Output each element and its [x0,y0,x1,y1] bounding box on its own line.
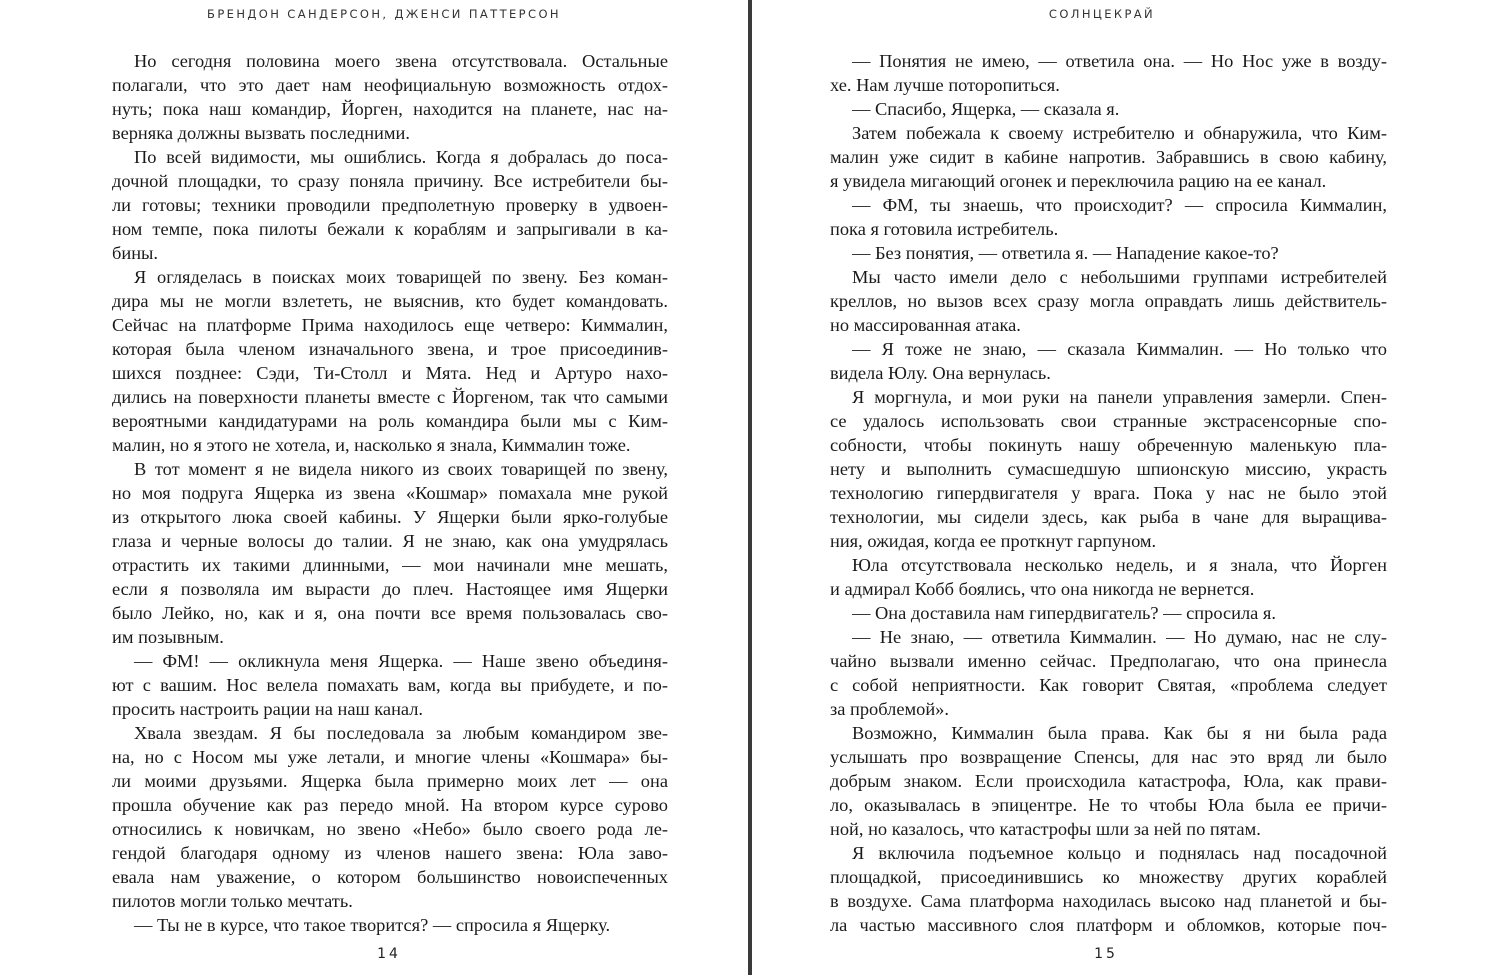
left-page [0,0,748,975]
text-line: бины. [112,243,158,263]
text-line: но моя подруга Ящерка из звена «Кошмар» помахала мне рукой [112,483,668,503]
text-line: Я огляделась в поисках моих товарищей по звену. Без коман- [134,267,668,287]
right-body-text [830,49,1387,937]
text-line: пока я готовила истребитель. [830,219,1059,239]
text-line: ла частью массивного слоя платформ и обломков, которые поч- [830,915,1387,935]
text-line: технологии, мы сидели здесь, как рыба в чане для выращива- [830,507,1387,527]
text-line: из открытого люка своей кабины. У Ящерки были ярко-голубые [112,507,668,527]
text-line: В тот момент я не видела никого из своих товарищей по звену, [134,459,668,479]
left-running-head: БРЕНДОН САНДЕРСОН, ДЖЕНСИ ПАТТЕРСОН [207,7,561,21]
text-line: По всей видимости, мы ошиблись. Когда я добралась до поса- [134,147,668,167]
text-line: се удалось использовать свои странные экстрасенсорные спо- [830,411,1387,431]
text-line: креллов, но вызов всех сразу могла оправдать лишь действитель- [830,291,1387,311]
right-page [752,0,1500,975]
text-line: и адмирал Кобб боялись, что она никогда не вернется. [830,579,1255,599]
text-line: с собой неприятности. Как говорит Святая, «проблема следует [830,675,1387,695]
text-line: — ФМ! — окликнула меня Ящерка. — Наше звено объединя- [134,651,668,671]
text-line: — Спасибо, Ящерка, — сказала я. [852,99,1120,119]
text-line: Юла отсутствовала несколько недель, и я знала, что Йорген [852,555,1387,575]
text-line: нуть; пока наш командир, Йорген, находится на планете, нас на- [112,99,668,119]
text-line: добрым знаком. Если происходила катастрофа, Юла, как прави- [830,771,1387,791]
text-line: ния, ожидая, когда ее проткнут гарпуном. [830,531,1157,551]
text-line: видела Юлу. Она вернулась. [830,363,1051,383]
text-line: прошла обучение как раз передо мной. На втором курсе сурово [112,795,668,815]
text-line: Я моргнула, и мои руки на панели управления замерли. Спен- [852,387,1387,407]
text-line: нету и выполнить сумасшедшую шпионскую миссию, украсть [830,459,1387,479]
text-line: им позывным. [112,627,224,647]
text-line: вероятными кандидатурами на роль командира были мы с Ким- [112,411,668,431]
text-line: — Я тоже не знаю, — сказала Киммалин. — Но только что [852,339,1387,359]
text-line: дира мы не могли взлететь, не выяснив, кто будет командовать. [112,291,668,311]
text-line: пилотов могли только мечтать. [112,891,353,911]
text-line: Затем побежала к своему истребителю и обнаружила, что Ким- [852,123,1387,143]
text-line: ли моими друзьями. Ящерка была примерно моих лет — она [112,771,668,791]
text-line: Мы часто имели дело с небольшими группами истребителей [852,267,1387,287]
text-line: чайно вызвали именно сейчас. Предполагаю, что она принесла [830,651,1387,671]
text-line: просить настроить рации на наш канал. [112,699,424,719]
text-line: глаза и черные волосы до талии. Я не знаю, как она умудрялась [112,531,668,551]
text-line: верняка должны вызвать последними. [112,123,410,143]
text-line: отрастить их такими длинными, — мои начинали мне мешать, [112,555,668,575]
text-line: Хвала звездам. Я бы последовала за любым командиром зве- [134,723,668,743]
text-line: ном темпе, пока пилоты бежали к кораблям и запрыгивали в ка- [112,219,668,239]
text-line: ло, оказывалась в эпицентре. Не то чтобы Юла была ее причи- [830,795,1387,815]
text-line: услышать про возвращение Спенсы, для нас это вряд ли было [830,747,1387,767]
text-line: если я позволяла им вырасти до плеч. Настоящее имя Ящерки [112,579,668,599]
text-line: собности, чтобы покинуть нашу обреченную маленькую пла- [830,435,1387,455]
text-line: Но сегодня половина моего звена отсутствовала. Остальные [134,51,668,71]
left-page-number: 14 [377,946,401,962]
text-line: площадкой, присоединившись ко множеству других кораблей [830,867,1387,887]
text-line: технологию гипердвигателя у врага. Пока у нас не было этой [830,483,1387,503]
text-line: Сейчас на платформе Прима находилось еще четверо: Киммалин, [112,315,668,335]
text-line: евала нам уважение, о котором большинство новоиспеченных [112,867,668,887]
text-line: относились к новичкам, но звено «Небо» было своего рода ле- [112,819,668,839]
text-line: ют с вашим. Нос велела помахать вам, когда вы прибудете, и по- [112,675,668,695]
text-line: но массированная атака. [830,315,1021,335]
right-page-number: 15 [1094,946,1118,962]
text-line: дились на поверхности планеты вместе с Йоргеном, так что самыми [112,387,668,407]
text-line: ной, но казалось, что катастрофы шли за ней по пятам. [830,819,1261,839]
right-running-head: СОЛНЦЕКРАЙ [1048,7,1156,21]
text-line: Возможно, Киммалин была права. Как бы я ни была рада [852,723,1387,743]
text-line: малин, но я этого не хотела, и, насколько я знала, Киммалин тоже. [112,435,631,455]
text-line: было Лейко, но, как и я, она почти все время пользовалась сво- [112,603,668,623]
left-body-text [112,49,668,937]
text-line: которая была членом изначального звена, и трое присоединив- [112,339,668,359]
text-line: я увидела мигающий огонек и переключила рацию на ее канал. [830,171,1327,191]
text-line: Я включила подъемное кольцо и поднялась над посадочной [852,843,1387,863]
text-line: ли готовы; техники проводили предполетную проверку в удвоен- [112,195,668,215]
text-line: — ФМ, ты знаешь, что происходит? — спросила Киммалин, [852,195,1387,215]
text-line: — Понятия не имею, — ответила она. — Но Нос уже в возду- [852,51,1387,71]
text-line: полагали, что это дает нам неофициальную возможность отдох- [112,75,668,95]
text-line: дочной площадки, то сразу поняла причину. Все истребители бы- [112,171,668,191]
text-line: — Не знаю, — ответила Киммалин. — Но думаю, нас не слу- [852,627,1387,647]
text-line: за проблемой». [830,699,949,719]
text-line: гендой благодаря одному из членов нашего звена: Юла заво- [112,843,668,863]
text-line: — Ты не в курсе, что такое творится? — спросила я Ящерку. [134,915,611,935]
text-line: шихся позднее: Сэди, Ти-Столл и Мята. Нед и Артуро нахо- [112,363,668,383]
text-line: хе. Нам лучше поторопиться. [830,75,1060,95]
text-line: на, но с Носом мы уже летали, и многие члены «Кошмара» бы- [112,747,668,767]
text-line: в воздухе. Сама платформа находилась высоко над планетой и бы- [830,891,1387,911]
text-line: малин уже сидит в кабине напротив. Забравшись в свою кабину, [830,147,1387,167]
text-line: — Без понятия, — ответила я. — Нападение какое-то? [852,243,1279,263]
text-line: — Она доставила нам гипердвигатель? — спросила я. [852,603,1276,623]
